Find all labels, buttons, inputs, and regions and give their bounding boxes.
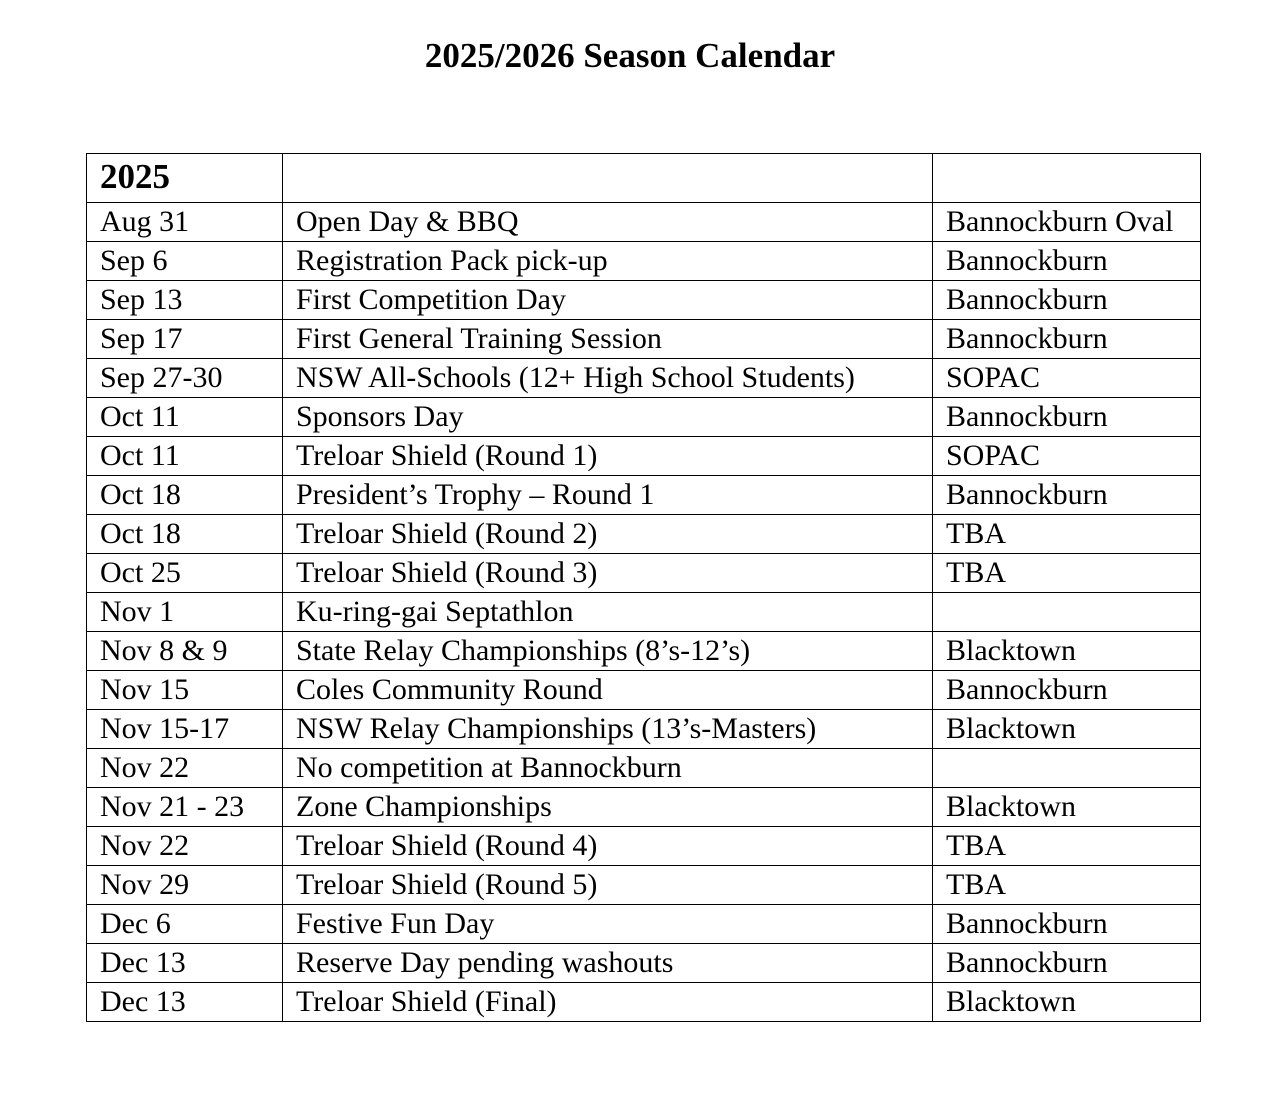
table-row [87, 710, 1201, 749]
event-cell: Open Day & BBQ [283, 203, 933, 242]
event-cell: Ku-ring-gai Septathlon [283, 593, 933, 632]
year-cell [87, 154, 283, 203]
date-cell: Oct 18 [87, 476, 283, 515]
location-cell: TBA [933, 866, 1201, 905]
date-cell: Sep 13 [87, 281, 283, 320]
location-cell: Blacktown [933, 983, 1201, 1022]
location-cell: Bannockburn Oval [933, 203, 1201, 242]
table-row [87, 671, 1201, 710]
event-cell: Treloar Shield (Round 2) [283, 515, 933, 554]
location-cell: TBA [933, 515, 1201, 554]
location-cell: Bannockburn [933, 944, 1201, 983]
location-cell: SOPAC [933, 437, 1201, 476]
location-cell: TBA [933, 827, 1201, 866]
event-cell: First General Training Session [283, 320, 933, 359]
event-cell: Treloar Shield (Round 3) [283, 554, 933, 593]
table-row [87, 320, 1201, 359]
location-cell: Bannockburn [933, 671, 1201, 710]
calendar-body [87, 154, 1201, 1022]
date-cell: Nov 15 [87, 671, 283, 710]
date-cell: Nov 22 [87, 749, 283, 788]
date-cell: Nov 1 [87, 593, 283, 632]
table-row [87, 983, 1201, 1022]
table-row [87, 437, 1201, 476]
page-title: 2025/2026 Season Calendar [424, 36, 836, 75]
location-cell: Blacktown [933, 788, 1201, 827]
date-cell: Nov 15-17 [87, 710, 283, 749]
table-row [87, 593, 1201, 632]
table-row [87, 944, 1201, 983]
location-cell: Bannockburn [933, 320, 1201, 359]
location-cell [933, 593, 1201, 632]
location-cell: TBA [933, 554, 1201, 593]
event-cell: NSW All-Schools (12+ High School Students) [283, 359, 933, 398]
date-cell: Dec 13 [87, 944, 283, 983]
date-cell: Sep 17 [87, 320, 283, 359]
date-cell: Sep 6 [87, 242, 283, 281]
year-row-empty-location-cell [933, 154, 1201, 203]
table-row [87, 632, 1201, 671]
event-cell: Treloar Shield (Round 4) [283, 827, 933, 866]
event-cell: Festive Fun Day [283, 905, 933, 944]
table-row [87, 476, 1201, 515]
date-cell: Oct 18 [87, 515, 283, 554]
table-row [87, 398, 1201, 437]
date-cell: Sep 27-30 [87, 359, 283, 398]
event-cell: President’s Trophy – Round 1 [283, 476, 933, 515]
date-cell: Dec 13 [87, 983, 283, 1022]
year-row-empty-event-cell [283, 154, 933, 203]
date-cell: Aug 31 [87, 203, 283, 242]
year-label: 2025 [100, 157, 170, 196]
event-cell: Treloar Shield (Round 5) [283, 866, 933, 905]
table-row [87, 203, 1201, 242]
location-cell: Bannockburn [933, 476, 1201, 515]
location-cell: Blacktown [933, 632, 1201, 671]
event-cell: Reserve Day pending washouts [283, 944, 933, 983]
location-cell: Bannockburn [933, 905, 1201, 944]
location-cell: Blacktown [933, 710, 1201, 749]
table-row [87, 749, 1201, 788]
event-cell: Sponsors Day [283, 398, 933, 437]
date-cell: Nov 8 & 9 [87, 632, 283, 671]
date-cell: Dec 6 [87, 905, 283, 944]
event-cell: Treloar Shield (Final) [283, 983, 933, 1022]
table-row [87, 359, 1201, 398]
date-cell: Oct 11 [87, 437, 283, 476]
location-cell: SOPAC [933, 359, 1201, 398]
date-cell: Nov 22 [87, 827, 283, 866]
event-cell: Coles Community Round [283, 671, 933, 710]
event-cell: Registration Pack pick-up [283, 242, 933, 281]
date-cell: Nov 29 [87, 866, 283, 905]
location-cell: Bannockburn [933, 398, 1201, 437]
season-calendar-table [86, 153, 1201, 1022]
location-cell: Bannockburn [933, 242, 1201, 281]
table-row [87, 515, 1201, 554]
event-cell: Treloar Shield (Round 1) [283, 437, 933, 476]
table-row [87, 788, 1201, 827]
date-cell: Nov 21 - 23 [87, 788, 283, 827]
table-row [87, 905, 1201, 944]
date-cell: Oct 11 [87, 398, 283, 437]
table-row [87, 827, 1201, 866]
location-cell [933, 749, 1201, 788]
year-header-row [87, 154, 1201, 203]
event-cell: First Competition Day [283, 281, 933, 320]
event-cell: No competition at Bannockburn [283, 749, 933, 788]
event-cell: NSW Relay Championships (13’s-Masters) [283, 710, 933, 749]
event-cell: State Relay Championships (8’s-12’s) [283, 632, 933, 671]
event-cell: Zone Championships [283, 788, 933, 827]
location-cell: Bannockburn [933, 281, 1201, 320]
table-row [87, 281, 1201, 320]
date-cell: Oct 25 [87, 554, 283, 593]
table-row [87, 242, 1201, 281]
table-row [87, 866, 1201, 905]
table-row [87, 554, 1201, 593]
